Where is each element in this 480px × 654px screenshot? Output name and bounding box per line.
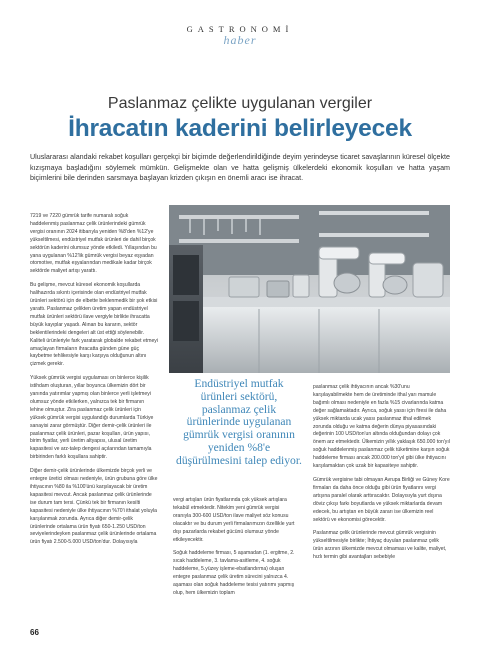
paragraph: Diğer demir-çelik ürünlerinde ülkemizde birçok yerli ve entegre üretici olması nedeniyle, ürün grubuna göre ülke ihtiyacının %80 ila %100'ünü karşılayacak bir üretim kapasitesi mevcut. Ancak paslanmaz çelik ürünlerinde ise durum tam tersi. Çünkü tek bir firmanın kesilti kapasitesi nedeniyle ülke ihtiyacının %70'i ithalat yoluyla karşılanmak zorunda. Ayrıca diğer demir-çelik ürünlerinde ortalama ürün fiyatı 650-1.250 USD/ton seviyelerindeyken paslanmaz çelik ürünlerinde ortalama ürün fiyatı 2.500-5.000 USD/ton'dur. Dolayısıyla [30,468,158,546]
pull-quote: Endüstriyel mutfak ürünleri sektörü, paslanmaz çelik ürünlerinde uygulanan gümrük vergisi oranının yeniden %8'e düşürülmesini talep ediyor. [176,377,302,467]
page-number: 66 [30,628,39,637]
paragraph: Paslanmaz çelik ürünlerinde mevcut gümrük vergisinin yükseltilmesiyle birlikte; İhtiyaç duyulan paslanmaz çelik ürün arzının ülkemizde mevcut olmaması ve kalite, maliyet, hızlı termin gibi avantajları sebebiyle [313,530,447,561]
paragraph: Yüksek gümrük vergisi uygulaması on binlerce kişilik istihdam oluşturan, yıllar boyunca ülkemizin dört bir yanında yatırımlar yapmış olan binlerce yerli işletmeyi olumsuz yönde etkilerken, yalnızca tek bir firmanın lehine olmuştur. Zira paslanmaz çelik ürünleri için yüksek gümrük vergisi uygulandığı durumlarda Türkiye sanayisi zarar görmüştür. Diğer demir-çelik ürünleri ile paslanmaz çelik ürünleri, pazar koşulları, ürün yapısı, birim fiyatlar, yerli üretim altyapısı, ulusal üretim kapasitesi ve arz-talep dengesi açılarından tamamıyla birbirinden farklı koşullara sahiptir. [30,375,154,461]
article-kicker: Paslanmaz çelikte uygulanan vergiler [107,95,373,112]
paragraph: Soğuk haddeleme firması, 5 aşamadan (1. ergitme, 2. sıcak haddeleme, 3. tavlama-asitleme, 4. soğuk haddeleme, 5.yüzey işleme-ebatlandırma) oluşan entegre paslanmaz çelik üretim sürecini yalnızca 4. aşaması olan soğuk haddeleme tesisi yatırımı yapmış olup, hem ülkemizin toplam [173,550,295,596]
brand-name: GASTRONOMİ [186,24,294,34]
kitchen-photo [169,205,450,373]
paragraph: Bu gelişme, mevcut küresel ekonomik koşullarda halihazırda sıkıntı içerisinde olan endüstriyel mutfak ürünleri sektörü için de elbette beklenmedik bir şok etkisi yarattı. Paslanmaz çelikten üretim yapan endüstriyel mutfak ürünleri sektörü ilave vergiyle birlikte ihracatta büyük kayıplar yaşadı. Alınan bu kararın, sektör beklentilerindeki dengeleri alt üst ettiği söylenebilir. Kaliteli ürünleriyle fark yaratarak globalde rekabet etmeyi amaçlayan firmaların ihracatta günden güne güç kaybetme tehlikesiyle karşı karşıya olduğunun altını çizmek gerekir. [30,282,158,368]
magazine-header [0,24,480,48]
paragraph: paslanmaz çelik ihtiyacının ancak %30'unu karşılayabilmekte hem de üretiminde ithal yarı mamule bağımlı olması nedeniyle en fazla %15 civarlarında katma değer sağlamaktadır. Ayrıca, soğuk yassı için firesi ile daha yüksek miktarda ucak yassı paslanmaz ithal edilmek zorunda olduğu ve katma değerin dünya piyasasındaki değerinin 100 USD/ton'un altında olduğundan dolayı çok önem arz etmektedir. Ülkemizin yıllık yaklaşık 650.000 ton'yıl soğuk haddelenmiş paslanmaz çelik tüketimine karşın soğuk haddeleme firması ancak 200.000 ton'yıl gibi ülke ihtiyacını karşılamaktan çok uzak bir kapasiteye sahiptir. [313,384,450,470]
paragraph: vergi artışları ürün fiyatlarında çok yüksek artışlara tekabül etmektedir. Nitekim yeni gümrük vergisi oranıyla 300-600 USD/ton ilave maliyet söz konusu olacaktır ve bu durum yerli firmalarımızın özellikle yurt dışı pazarlarda rekabet gücünü olumsuz yönde etkileyecektir. [173,497,295,543]
article-lead: Uluslararası alandaki rekabet koşulları gerçekçi bir biçimde değerlendirildiğinde deyim yerindeyse ticaret savaşlarının küresel ölçekte kızışmaya başladığını söylemek mümkün. Gelişmekte olan ve hatta gelişmiş ülkelerdeki ekonomik koşulları ve hatta yaşam biçimlerini bile derinden sarsmaya başlayan krizden çıkışın en önemli aracı ise ihracat. [30,153,450,183]
brand-subtitle: haber [223,33,257,47]
paragraph: Gümrük vergisine tabi olmayan Avrupa Birliği ve Güney Kore firmaları da daha önce olduğu gibi ürün fiyatlarını vergi artışına paralel olarak arttıracaktır. Dolayısıyla yurt dışına döviz çıkışı farkı boyutlarda ve yüksek miktarlarda devam edecek, bu artıştan en büyük zararı ise ülkemizin reel sektörü ve ekonomisi görecektir. [313,476,450,523]
column-middle [173,497,298,604]
column-right [313,384,450,568]
paragraph: 7219 ve 7220 gümrük tarife numaralı soğuk haddelenmiş paslanmaz çelik ürünlerindeki gümrük vergisi oranının 2024 itibarıyla yeniden %8'den %12'ye yükseltilmesi, endüstriyel mutfak ürünleri de dahil birçok sektörün kaderini olumsuz yönde etkiledi. Yıllaşından bu yana uygulanan %12'lik gümrük vergisi beyaz eşyadan otomotive, mutfak eşyalarından medikale kadar birçok sektörde maliyet artışı yarattı. [30,213,157,275]
column-left [30,213,158,553]
article-headline: İhracatın kaderini belirleyecek [68,115,412,142]
